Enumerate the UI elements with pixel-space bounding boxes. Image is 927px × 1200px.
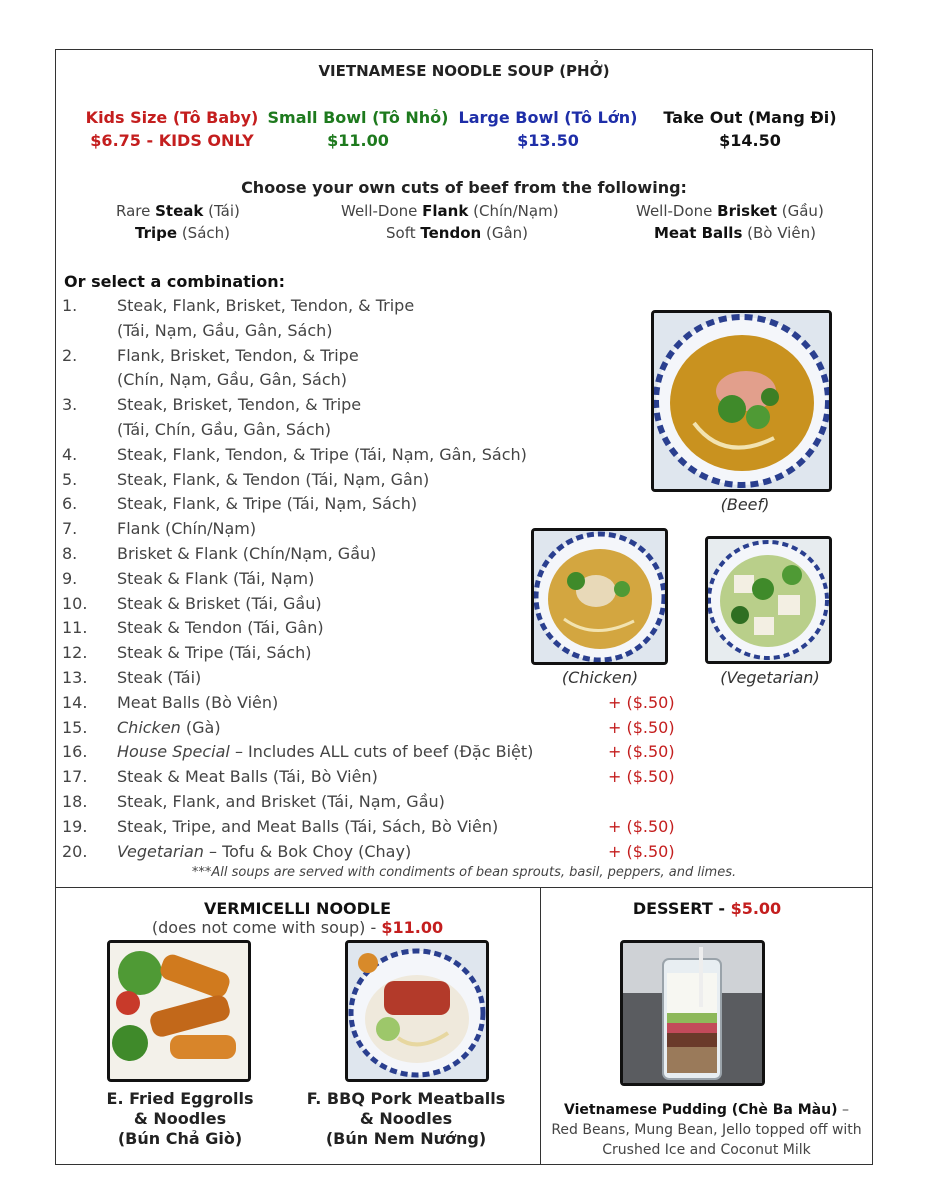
combo-text: Vegetarian – Tofu & Bok Choy (Chay)	[117, 841, 412, 861]
combo-number: 20.	[62, 841, 88, 861]
cut-flank: Well-Done Flank (Chín/Nạm)	[341, 202, 559, 220]
dessert-title: DESSERT - $5.00	[632, 899, 782, 918]
combo-text: Brisket & Flank (Chín/Nạm, Gầu)	[117, 544, 377, 563]
dessert-name: Vietnamese Pudding (Chè Ba Màu)	[564, 1102, 838, 1118]
chicken-caption: (Chicken)	[561, 668, 639, 687]
combo-text: (Tái, Chín, Gầu, Gân, Sách)	[117, 420, 332, 439]
cut-brisket: Well-Done Brisket (Gầu)	[636, 202, 824, 220]
combo-number: 14.	[62, 692, 88, 712]
cuts-heading: Choose your own cuts of beef from the following:	[241, 178, 687, 197]
combo-text: Steak & Tendon (Tái, Gân)	[117, 618, 324, 638]
combo-number: 16.	[62, 742, 88, 762]
combo-text: Steak, Flank, & Tendon (Tái, Nạm, Gân)	[117, 469, 430, 489]
combo-number: 10.	[62, 593, 88, 613]
size-price: $6.75 - KIDS ONLY	[90, 131, 254, 150]
combo-number: 18.	[62, 792, 88, 811]
combo-number: 17.	[62, 767, 88, 787]
combo-number: 5.	[62, 469, 78, 489]
combo-number: 3.	[62, 395, 78, 415]
pho-title: VIETNAMESE NOODLE SOUP (PHỞ)	[318, 62, 610, 80]
combo-text: Steak (Tái)	[117, 668, 202, 687]
dessert-description: Vietnamese Pudding (Chè Ba Màu) – Red Beans, Mung Bean, Jello topped off with Crushed Ice and Coconut Milk	[551, 1102, 862, 1158]
combo-number: 15.	[62, 717, 88, 737]
combo-number: 1.	[62, 296, 78, 315]
condiments-note: ***All soups are served with condiments of bean sprouts, basil, peppers, and limes.	[191, 865, 737, 880]
combo-upcharge: + ($.50)	[608, 767, 675, 787]
combo-text: Steak, Flank, Brisket, Tendon, & Tripe	[117, 296, 415, 315]
combo-text: Steak, Flank, & Tripe (Tái, Nạm, Sách)	[117, 494, 418, 514]
size-takeout	[650, 108, 850, 150]
vermicelli-title: VERMICELLI NOODLE	[203, 899, 392, 918]
combo-number: 9.	[62, 568, 78, 588]
combo-text: Steak & Tripe (Tái, Sách)	[117, 643, 312, 663]
beef-caption: (Beef)	[720, 495, 770, 514]
combo-heading: Or select a combination:	[64, 272, 286, 291]
combo-upcharge: + ($.50)	[608, 717, 675, 737]
combo-text: Meat Balls (Bò Viên)	[117, 692, 279, 712]
size-label: Small Bowl (Tô Nhỏ)	[267, 108, 449, 127]
vermicelli-subtitle: (does not come with soup) - $11.00	[151, 918, 444, 937]
eggroll-noodle-photo	[107, 940, 251, 1082]
combo-text: (Chín, Nạm, Gầu, Gân, Sách)	[117, 370, 348, 390]
combo-text: (Tái, Nạm, Gầu, Gân, Sách)	[117, 320, 333, 340]
combo-number: 7.	[62, 519, 78, 539]
combo-upcharge: + ($.50)	[608, 841, 675, 861]
combo-number: 11.	[62, 618, 88, 638]
vegetarian-pho-photo	[705, 536, 832, 664]
cut-meatballs: Meat Balls (Bò Viên)	[654, 224, 816, 242]
combo-text: House Special – Includes ALL cuts of beef (Đặc Biệt)	[117, 742, 534, 762]
combo-text: Steak & Brisket (Tái, Gầu)	[117, 593, 322, 613]
vermicelli-item-bbq-pork: F. BBQ Pork Meatballs & Noodles (Bún Nem Nướng)	[306, 1089, 506, 1148]
size-kids	[72, 108, 272, 150]
beef-pho-photo	[651, 310, 832, 492]
vermicelli-item-eggroll: E. Fried Eggrolls & Noodles (Bún Chả Giò)	[106, 1089, 254, 1148]
size-small	[258, 108, 458, 150]
combo-text: Chicken (Gà)	[117, 717, 221, 737]
cut-tripe: Tripe (Sách)	[135, 224, 230, 242]
size-label: Kids Size (Tô Baby)	[85, 108, 259, 127]
combo-text: Steak, Flank, and Brisket (Tái, Nạm, Gầu)	[117, 792, 445, 811]
combo-number: 12.	[62, 643, 88, 663]
combo-text: Steak, Brisket, Tendon, & Tripe	[117, 395, 362, 415]
chicken-pho-photo	[531, 528, 668, 665]
vegetarian-caption: (Vegetarian)	[720, 668, 820, 687]
pudding-photo	[620, 940, 765, 1086]
combo-number: 8.	[62, 544, 78, 563]
section-divider-horizontal	[55, 887, 873, 888]
combo-number: 6.	[62, 494, 78, 514]
combo-number: 13.	[62, 668, 88, 687]
combo-text: Steak & Meat Balls (Tái, Bò Viên)	[117, 767, 378, 787]
combo-number: 2.	[62, 345, 78, 365]
size-price: $13.50	[517, 131, 579, 150]
combo-text: Steak, Tripe, and Meat Balls (Tái, Sách, Bò Viên)	[117, 816, 499, 836]
combo-upcharge: + ($.50)	[608, 816, 675, 836]
section-divider-vertical	[540, 887, 541, 1165]
dessert-price: $5.00	[730, 899, 782, 918]
size-label: Take Out (Mang Đi)	[663, 108, 837, 127]
vermicelli-price: $11.00	[381, 918, 444, 937]
size-price: $14.50	[719, 131, 781, 150]
combo-text: Steak & Flank (Tái, Nạm)	[117, 568, 315, 588]
cut-tendon: Soft Tendon (Gân)	[386, 224, 528, 242]
bbq-pork-noodle-photo	[345, 940, 489, 1082]
combo-text: Flank (Chín/Nạm)	[117, 519, 257, 539]
combo-number: 4.	[62, 444, 78, 464]
size-large	[448, 108, 648, 150]
combo-number: 19.	[62, 816, 88, 836]
combo-upcharge: + ($.50)	[608, 692, 675, 712]
size-label: Large Bowl (Tô Lớn)	[458, 108, 638, 127]
combo-text: Flank, Brisket, Tendon, & Tripe	[117, 345, 359, 365]
combo-upcharge: + ($.50)	[608, 742, 675, 762]
cut-steak: Rare Steak (Tái)	[116, 202, 240, 220]
size-price: $11.00	[327, 131, 389, 150]
combo-text: Steak, Flank, Tendon, & Tripe (Tái, Nạm, Gân, Sách)	[117, 444, 527, 464]
